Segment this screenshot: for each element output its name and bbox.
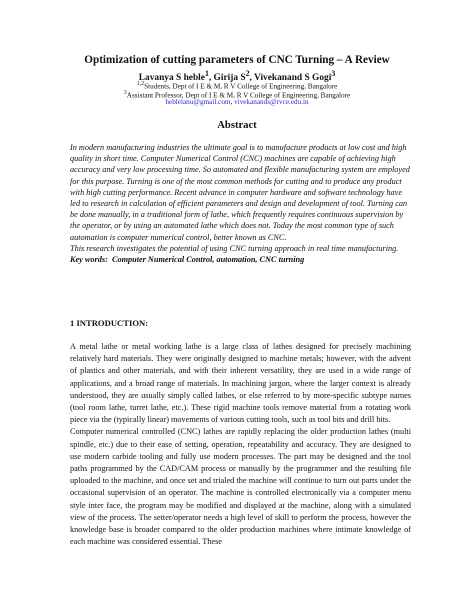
affiliation-students-sup: 1,2 bbox=[136, 81, 145, 87]
abstract-paragraph: This research investigates the potential of using CNC turning approach in real time manufacturing. bbox=[70, 243, 399, 253]
author-3-sup: 3 bbox=[331, 69, 336, 78]
paper-title: Optimization of cutting parameters of CNC Turning – A Review bbox=[84, 54, 390, 66]
author-separator: , bbox=[208, 73, 214, 84]
section-heading-introduction: 1 INTRODUCTION: bbox=[70, 318, 149, 328]
introduction-body bbox=[70, 341, 411, 548]
body-paragraph: Computer numerical controlled (CNC) lathes are rapidly replacing the older production lathes (multi spindle, etc.) due to their ease of setting, operation, repeatability and accuracy. They are designed to use modern carbide tooling and fully use modern processes. The part may be designed and the tool paths programmed by the CAD/CAM process or manually by the programmer and the resulting file uploaded to the machine, and once set and trialed the machine will continue to turn out parts under the occasional supervision of an operator. The machine is controlled electronically via a computer menu style inter face, the program may be modified and displayed at the machine, along with a simulated view of the process. The setter/operator needs a high level of skill to perform the process, however the knowledge base is broader compared to the older production machines where intimate knowledge of each machine was considered essential. These bbox=[70, 427, 411, 547]
keywords-label: Key words: bbox=[70, 255, 108, 265]
affiliation-professor-text: Assistant Professor, Dept of I E & M, R V College of Engineering, Bangalore bbox=[126, 91, 351, 100]
author-separator: , bbox=[249, 73, 255, 84]
email-line bbox=[0, 98, 474, 107]
abstract-paragraph: In modern manufacturing industries the ultimate goal is to manufacture products at low cost and high quality in short time. Computer Numerical Control (CNC) machines are capable of achieving high accuracy and very low processing time. So automated and flexible manufacturing system are employed for this purpose. Turning is one of the most common methods for cutting and to produce any product with high cutting performance. Recent advance in computer hardware and software technology have led to research in calculation of efficient parameters and design and development of tool. Turning can be done manually, in a traditional form of lathe, which frequently requires continuous supervision by the operator, or by using an automated lathe which does not. Today the most common type of such automation is computer numerical control, better known as CNC. bbox=[70, 143, 410, 242]
email-separator: , bbox=[230, 98, 235, 106]
abstract-body bbox=[70, 142, 410, 265]
author-2-sup: 2 bbox=[245, 69, 250, 78]
keywords-line bbox=[70, 254, 410, 265]
affiliation-professor-sup: 3 bbox=[123, 90, 127, 96]
body-paragraph: A metal lathe or metal working lathe is a large class of lathes designed for precisely machining relatively hard materials. They were originally designed to machine metals; however, with the advent of plastics and other materials, and with their inherent versatility, they are used in a wide range of applications, and a broad range of materials. In machining jargon, where the larger context is already understood, they are usually simply called lathes, or else referred to by more-specific subtype names (tool room lathe, turret lathe, etc.). These rigid machine tools remove material from a rotating work piece via the (typically linear) movements of various cutting tools, such as tool bits and drill bits. bbox=[70, 342, 411, 425]
author-1-sup: 1 bbox=[204, 69, 209, 78]
author-2: Girija S bbox=[213, 73, 246, 84]
author-3: Vivekanand S Gogi bbox=[254, 73, 332, 84]
email-link-1[interactable]: heblelanu@gmail.com bbox=[165, 98, 231, 106]
author-1: Lavanya S heble bbox=[138, 73, 205, 84]
email-link-2[interactable]: vivekanands@rvce.edu.in bbox=[234, 98, 309, 106]
keywords-text: Computer Numerical Control, automation, CNC turning bbox=[111, 255, 305, 265]
abstract-heading: Abstract bbox=[217, 120, 257, 131]
affiliation-students-text: Students, Dept of I E & M, R V College of Engineering, Bangalore bbox=[144, 82, 338, 91]
